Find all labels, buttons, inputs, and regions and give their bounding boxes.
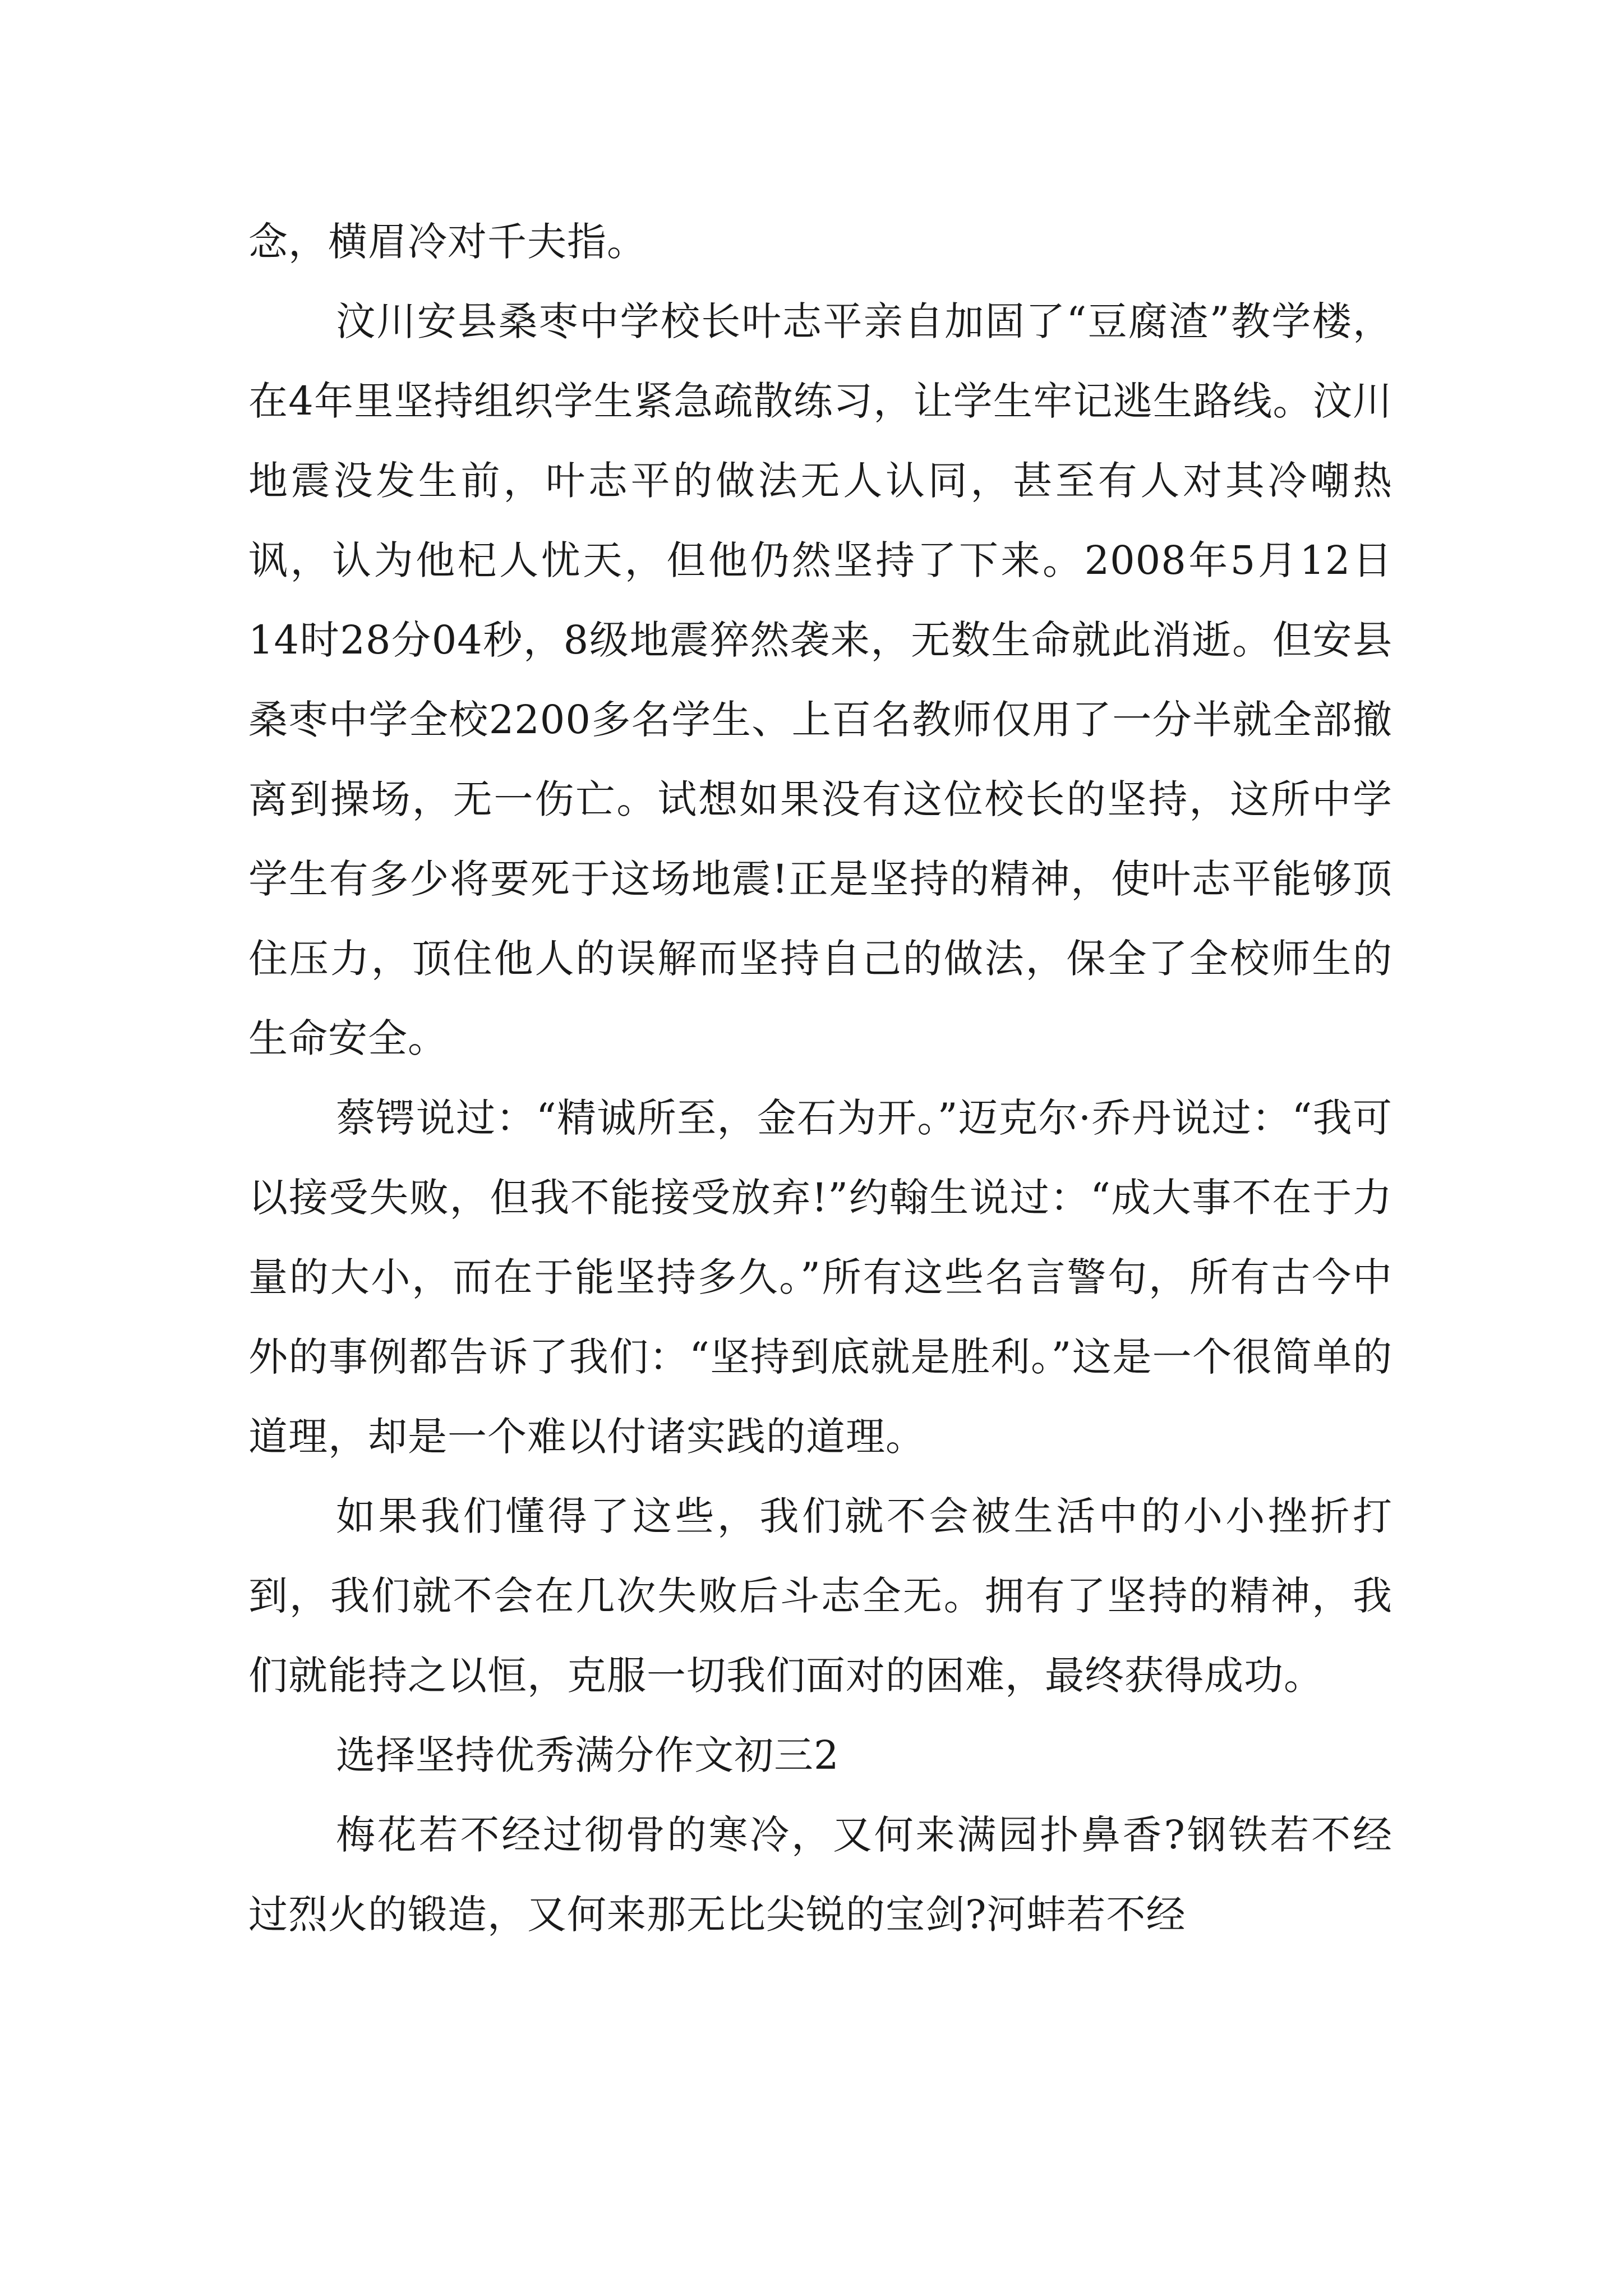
paragraph-continuation: 念，横眉冷对千夫指。 [248, 219, 647, 265]
paragraph-conclusion: 如果我们懂得了这些，我们就不会被生活中的小小挫折打到，我们就不会在几次失败后斗志全无。拥有了坚持的精神，我们就能持之以恒，克服一切我们面对的困难，最终获得成功。 [248, 1493, 1393, 1699]
document-body [248, 202, 1393, 1954]
section-heading: 选择坚持优秀满分作文初三2 [336, 1732, 840, 1778]
paragraph-quotes: 蔡锷说过：“精诚所至，金石为开。”迈克尔·乔丹说过：“我可以接受失败，但我不能接受放弃!”约翰生说过：“成大事不在于力量的大小，而在于能坚持多久。”所有这些名言警句，所有古今中外的事例都告诉了我们：“坚持到底就是胜利。”这是一个很简单的道理，却是一个难以付诸实践的道理。 [248, 1095, 1393, 1460]
paragraph-plum-blossom: 梅花若不经过彻骨的寒冷，又何来满园扑鼻香?钢铁若不经过烈火的锻造，又何来那无比尖锐的宝剑?河蚌若不经 [248, 1812, 1393, 1938]
paragraph-ye-zhiping: 汶川安县桑枣中学校长叶志平亲自加固了“豆腐渣”教学楼，在4年里坚持组织学生紧急疏散练习，让学生牢记逃生路线。汶川地震没发生前，叶志平的做法无人认同，甚至有人对其冷嘲热讽，认为他杞人忧天，但他仍然坚持了下来。2008年5月12日14时28分04秒，8级地震猝然袭来，无数生命就此消逝。但安县桑枣中学全校2200多名学生、上百名教师仅用了一分半就全部撤离到操场，无一伤亡。试想如果没有这位校长的坚持，这所中学学生有多少将要死于这场地震!正是坚持的精神，使叶志平能够顶住压力，顶住他人的误解而坚持自己的做法，保全了全校师生的生命安全。 [248, 298, 1393, 1061]
